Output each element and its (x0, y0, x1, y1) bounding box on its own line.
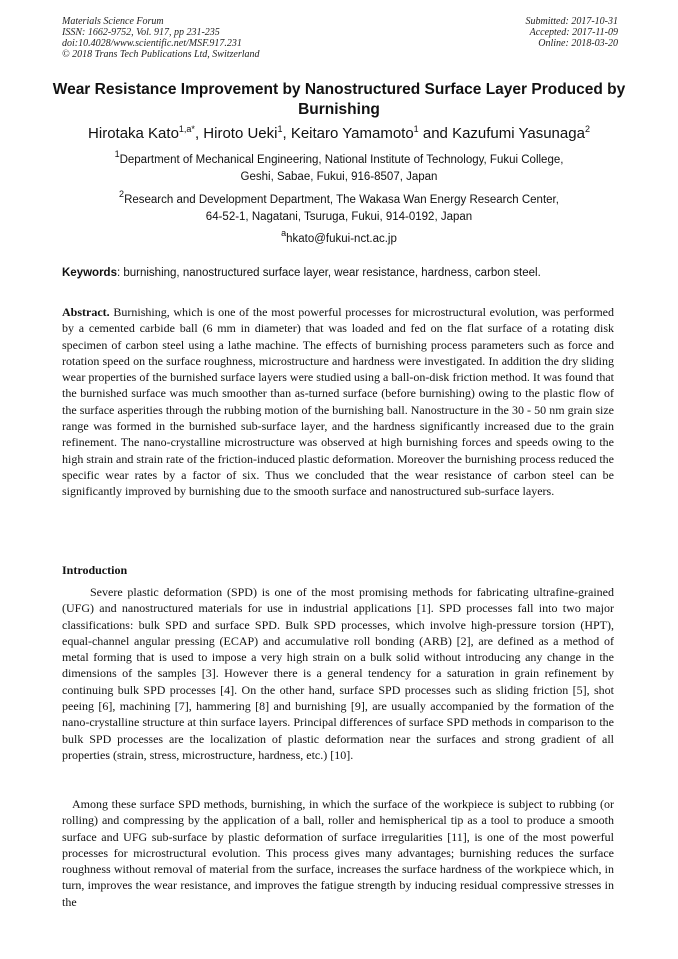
author-name: Keitaro Yamamoto (290, 125, 414, 142)
author-separator: , (282, 125, 291, 142)
issn-line: ISSN: 1662-9752, Vol. 917, pp 231-235 (62, 27, 220, 38)
journal-name: Materials Science Forum (62, 16, 164, 27)
affiliation-2 (40, 189, 638, 226)
abstract-label: Abstract. (62, 305, 110, 319)
paper-title: Wear Resistance Improvement by Nanostructured Surface Layer Produced by Burnishing (52, 81, 626, 118)
author-affiliation-mark: 1,a* (178, 124, 195, 134)
introduction-paragraph-2: Among these surface SPD methods, burnishing, in which the surface of the workpiece is subject to rubbing (or rolling) and compressing by the application of a ball, roller and hemispherical tip as a tool to produce a smooth surface and UFG sub-surface by plastic deformation of surface irregularities [11], is one of the most powerful processes for microstructural evolution. This process gives many advantages; burnishing reduces the surface roughness without removal of material from the surface, increases the surface hardness of the workpiece which, in turn, improves the wear resistance, and improves the fatigue strength by inducing residual compressive stresses in the (62, 797, 614, 909)
accepted-date: Accepted: 2017-11-09 (529, 27, 618, 38)
copyright-line: © 2018 Trans Tech Publications Ltd, Switzerland (62, 49, 260, 60)
introduction-heading: Introduction (62, 563, 128, 577)
author-name: Kazufumi Yasunaga (452, 125, 585, 142)
author-affiliation-mark: 1 (277, 124, 283, 134)
affiliation-line: Research and Development Department, The Wakasa Wan Energy Research Center, (124, 194, 559, 206)
keywords (62, 266, 618, 281)
abstract (62, 304, 614, 500)
submitted-date: Submitted: 2017-10-31 (525, 16, 618, 27)
doi-line: doi:10.4028/www.scientific.net/MSF.917.231 (62, 38, 242, 49)
email-mark: a (281, 228, 287, 238)
online-date: Online: 2018-03-20 (538, 38, 618, 49)
journal-info (62, 16, 260, 60)
email-address[interactable]: hkato@fukui-nct.ac.jp (286, 233, 397, 245)
affiliation-mark: 1 (114, 149, 120, 159)
author-name: Hiroto Ueki (203, 125, 278, 142)
affiliation-mark: 2 (119, 189, 125, 199)
submission-dates (526, 16, 619, 49)
author-affiliation-mark: 1 (413, 124, 419, 134)
corresponding-email (40, 228, 638, 248)
affiliation-line: Department of Mechanical Engineering, National Institute of Technology, Fukui College, (119, 154, 564, 166)
author-separator: , (194, 125, 204, 142)
affiliation-line: 64-52-1, Nagatani, Tsuruga, Fukui, 914-0192, Japan (205, 211, 473, 223)
abstract-text: Burnishing, which is one of the most powerful processes for microstructural evolution, was performed by a cemented carbide ball (6 mm in diameter) that was loaded and fed on the flat surface of a rotating disk specimen of carbon steel using a lathe machine. The effects of burnishing process parameters such as force and rotation speed on the surface roughness, microstructure and hardness were investigated. In addition the dry sliding wear properties of the burnished surface layers were studied using a ball-on-disk friction method. It was found that the burnished surface was much smoother than as-turned surface (before burnishing) owing to the plastic flow of the surface asperities through the rubbing motion of the burnishing ball. Nanostructure in the 30 - 50 nm grain size range was formed in the burnished sub-surface layer, and the hardness significantly increased due to the grain refinement. The nano-crystalline microstructure was observed at high burnishing forces and speeds owing to the high strain and strain rate of the friction-induced plastic deformation. Moreover the burnishing process reduced the specific wear rates by a factor of six. Thus we concluded that the wear resistance of carbon steel can be significantly improved by burnishing due to the smooth surface and nanostructured sub-surface layers. (62, 305, 614, 499)
author-list (20, 124, 658, 144)
keywords-text: : burnishing, nanostructured surface layer, wear resistance, hardness, carbon steel. (116, 267, 541, 279)
affiliation-1 (40, 149, 638, 186)
author-separator: and (418, 125, 453, 142)
introduction-paragraph-1: Severe plastic deformation (SPD) is one of the most promising methods for fabricating ultrafine-grained (UFG) and nanostructured materials for use in industrial applications [1]. SPD processes fall into two major classifications: bulk SPD and surface SPD. Bulk SPD processes, which involve high-pressure torsion (HPT), equal-channel angular pressing (ECAP) and accumulative roll bonding (ARB) [2], are defined as a method of metal forming that is used to impose a very high strain on a bulk solid without introducing any change in the dimensions of the samples [3]. However there is a general tendency for a saturation in grain refinement by continuing bulk SPD processes [4]. On the other hand, surface SPD processes such as sliding friction [5], shot peeing [6], machining [7], hammering [8] and burnishing [9], are usually accompanied by the formation of the nano-crystalline structure at thin surface layers. Principal differences of surface SPD methods in comparison to the bulk SPD processes are the localization of plastic deformation near the surfaces and strong gradient of all properties (strain, stress, microstructure, hardness, etc.) [10]. (62, 585, 614, 762)
affiliation-line: Geshi, Sabae, Fukui, 916-8507, Japan (240, 171, 438, 183)
author-affiliation-mark: 2 (584, 124, 590, 134)
keywords-label: Keywords (62, 267, 117, 279)
author-name: Hirotaka Kato (88, 125, 179, 142)
